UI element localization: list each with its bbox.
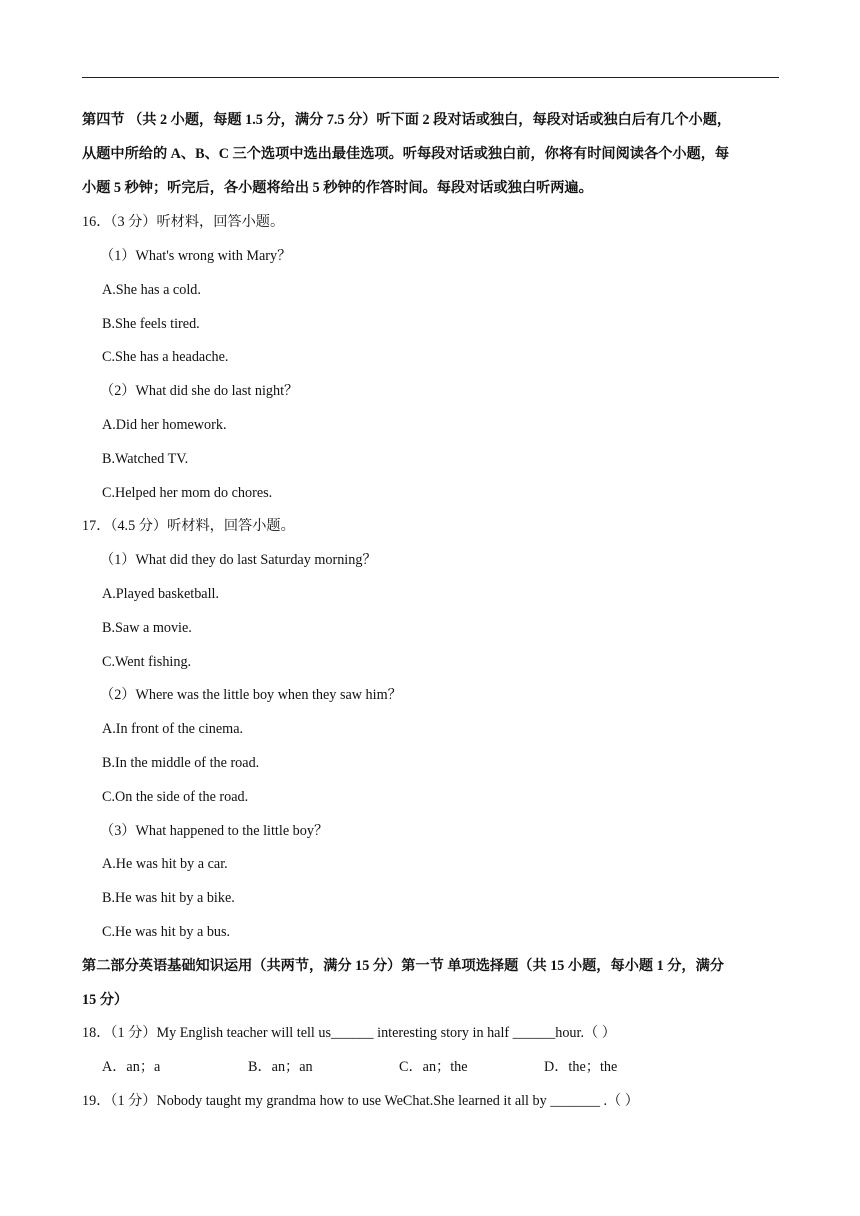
question-16-sub2-option-a: A.Did her homework. <box>102 417 227 433</box>
question-17-sub3: （3）What happened to the little boy？ <box>100 823 329 839</box>
question-16-sub1: （1）What's wrong with Mary？ <box>100 248 292 264</box>
question-17-sub1-option-a: A.Played basketball. <box>102 586 220 602</box>
question-16-sub2-option-b: B.Watched TV. <box>102 451 189 467</box>
section-instruction-line-3: 小题 5 秒钟；听完后，各小题将给出 5 秒钟的作答时间。每段对话或独白听两遍。 <box>82 180 593 196</box>
question-16-sub1-option-a: A.She has a cold. <box>102 282 201 298</box>
question-16-sub2: （2）What did she do last night？ <box>100 383 299 399</box>
question-16-stem: 16．（3 分）听材料，回答小题。 <box>82 214 285 230</box>
section-instruction-line-2: 从题中所给的 A、B、C 三个选项中选出最佳选项。听每段对话或独白前，你将有时间阅读各个小题，每 <box>82 146 730 162</box>
question-17-sub2: （2）Where was the little boy when they saw him？ <box>100 687 402 703</box>
question-17-sub2-option-c: C.On the side of the road. <box>102 789 249 805</box>
question-18-option-d: D．the；the <box>544 1059 618 1075</box>
question-17-sub1-option-c: C.Went fishing. <box>102 654 192 670</box>
question-17-sub3-option-c: C.He was hit by a bus. <box>102 924 231 940</box>
question-18-stem: 18．（1 分）My English teacher will tell us______ interesting story in half ______hour.（ ） <box>82 1025 616 1041</box>
header-rule <box>82 77 779 78</box>
question-16-sub1-option-c: C.She has a headache. <box>102 349 229 365</box>
question-19-stem: 19．（1 分）Nobody taught my grandma how to use WeChat.She learned it all by _______ .（ ） <box>82 1093 639 1109</box>
question-18-options <box>102 1057 662 1077</box>
section-instruction-line-1: 第四节 （共 2 小题，每题 1.5 分，满分 7.5 分）听下面 2 段对话或独白，每段对话或独白后有几个小题， <box>82 112 732 128</box>
question-17-sub1-option-b: B.Saw a movie. <box>102 620 192 636</box>
question-18-option-a: A．an；a <box>102 1059 161 1075</box>
question-18-option-c: C．an；the <box>399 1059 468 1075</box>
question-17-sub2-option-a: A.In front of the cinema. <box>102 721 244 737</box>
question-17-sub1: （1）What did they do last Saturday morning？ <box>100 552 377 568</box>
question-17-sub3-option-a: A.He was hit by a car. <box>102 856 228 872</box>
question-17-sub2-option-b: B.In the middle of the road. <box>102 755 260 771</box>
question-18-option-b: B．an；an <box>248 1059 313 1075</box>
question-16-sub2-option-c: C.Helped her mom do chores. <box>102 485 273 501</box>
question-17-stem: 17．（4.5 分）听材料，回答小题。 <box>82 518 295 534</box>
question-17-sub3-option-b: B.He was hit by a bike. <box>102 890 235 906</box>
part-2-heading-line-1: 第二部分英语基础知识运用（共两节，满分 15 分）第一节 单项选择题（共 15 小题，每小题 1 分，满分 <box>82 958 724 974</box>
part-2-heading-line-2: 15 分） <box>82 992 129 1008</box>
question-16-sub1-option-b: B.She feels tired. <box>102 316 200 332</box>
